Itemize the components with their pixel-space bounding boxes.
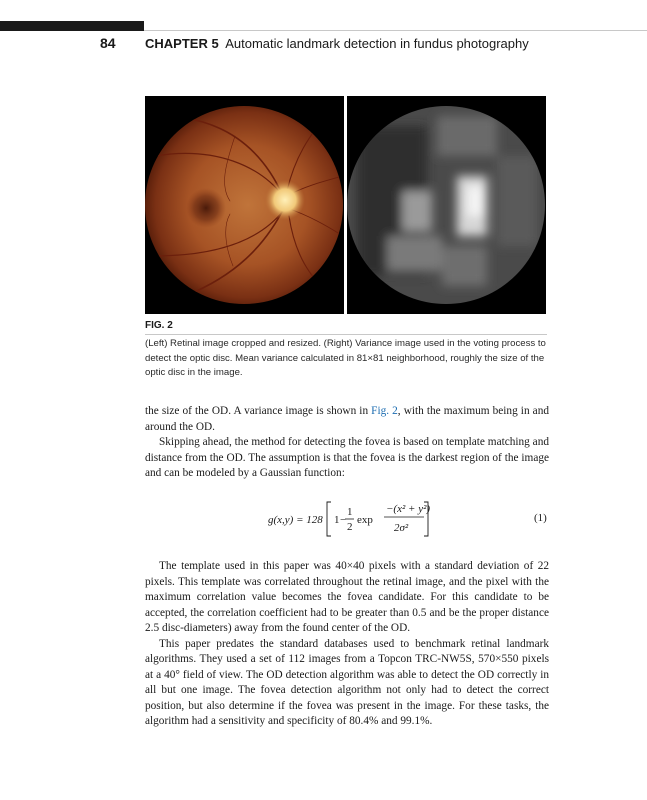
figure-label: FIG. 2 — [145, 320, 173, 331]
header-rule — [144, 30, 647, 31]
body-text-bottom — [145, 559, 549, 730]
chapter-title: Automatic landmark detection in fundus photography — [225, 36, 529, 51]
equation-number: (1) — [534, 512, 547, 524]
figure-2 — [145, 96, 546, 314]
equation-frac-den: 2 — [347, 521, 353, 533]
variance-image — [347, 96, 546, 314]
chapter-label: CHAPTER 5 — [145, 36, 219, 51]
page-number: 84 — [100, 35, 116, 51]
equation-minus: − — [340, 514, 347, 526]
retinal-image — [145, 96, 344, 314]
equation-1 — [0, 494, 647, 544]
paragraph-3: The template used in this paper was 40×40 pixels with a standard deviation of 22 pixels. This template was correlated throughout the retinal image, and the pixel with the maximum correlation value becomes the fovea candidate. For this candidate to be accepted, the correlation coefficient had to be greater than 0.5 and be the proper distance 2.5 disc-diameters) away from the found center of the OD. — [145, 560, 549, 634]
equation-exp: exp — [357, 514, 373, 526]
figure-reference-link[interactable]: Fig. 2 — [371, 405, 398, 417]
equation-exp-den: 2σ² — [394, 522, 409, 534]
equation-lhs: g(x,y) = 128 — [268, 514, 323, 526]
chapter-heading — [145, 36, 529, 51]
caption-rule — [145, 334, 547, 335]
running-header — [0, 35, 647, 55]
figure-caption: (Left) Retinal image cropped and resized. (Right) Variance image used in the voting process to detect the optic disc. Mean variance calculated in 81×81 neighborhood, roughly the size of the optic disc in the image. — [145, 338, 546, 378]
equation-frac-num: 1 — [347, 506, 353, 518]
equation-one: 1 — [334, 514, 340, 526]
paragraph-1: the size of the OD. A variance image is shown in Fig. 2, with the maximum being in and around the OD. — [145, 405, 549, 433]
paragraph-4: This paper predates the standard databases used to benchmark retinal landmark algorithms. They used a set of 112 images from a Topcon TRC-NW5S, 570×550 pixels at a 40° field of view. The OD detection algorithm was able to detect the OD correctly in all but one image. The fovea detection algorithm not only had to detect the correct position, but also determine if the fovea was present in the image. For these tasks, the algorithm had a sensitivity and specificity of 80.4% and 99.1%. — [145, 637, 549, 727]
body-text-top — [145, 404, 549, 482]
equation-exp-num: −(x² + y²) — [386, 503, 431, 515]
header-bar — [0, 21, 144, 31]
paragraph-2: Skipping ahead, the method for detecting the fovea is based on template matching and distance from the OD. The assumption is that the fovea is the darkest region of the image and can be modeled by a Gaussian function: — [145, 436, 549, 479]
